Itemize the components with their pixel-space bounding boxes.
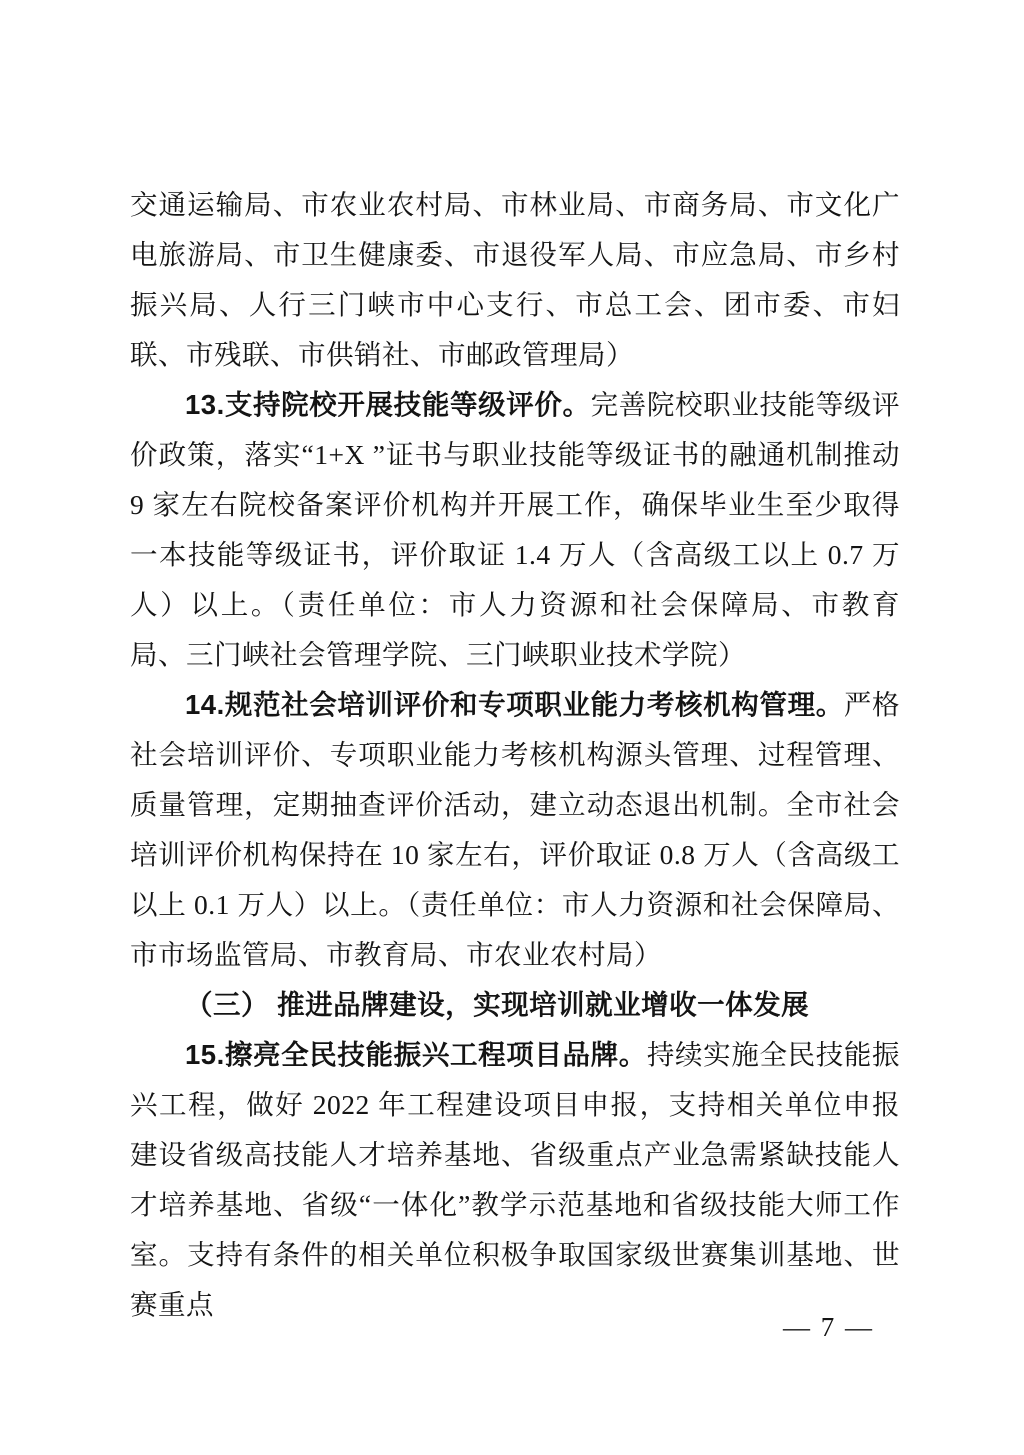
page-number: — 7 — — [783, 1312, 874, 1342]
item-15-body-text: 持续实施全民技能振兴工程，做好 2022 年工程建设项目申报，支持相关单位申报建设省级高技能人才培养基地、省级重点产业急需紧缺技能人才培养基地、省级“一体化”教学示范基地和省级技能大师工作室。支持有条件的相关单位积极争取国家级世赛集训基地、世赛重点 — [130, 1039, 900, 1320]
item-15-bold-title: 15.擦亮全民技能振兴工程项目品牌。 — [185, 1039, 647, 1070]
document-body — [130, 180, 900, 1330]
item-14-body-text: 严格社会培训评价、专项职业能力考核机构源头管理、过程管理、质量管理，定期抽查评价活动，建立动态退出机制。全市社会培训评价机构保持在 10 家左右，评价取证 0.8 万人（含高级工以上 0.1 万人）以上。（责任单位：市人力资源和社会保障局、市市场监管局、市教育局、市农业农村局） — [130, 689, 900, 970]
item-14-bold-title: 14.规范社会培训评价和专项职业能力考核机构管理。 — [185, 689, 844, 720]
item-13-body-text: 完善院校职业技能等级评价政策，落实“1+X ”证书与职业技能等级证书的融通机制推动 9 家左右院校备案评价机构并开展工作，确保毕业生至少取得一本技能等级证书，评价取证 1.4 万人（含高级工以上 0.7 万人）以上。（责任单位：市人力资源和社会保障局、市教育局、三门峡社会管理学院、三门峡职业技术学院） — [130, 389, 901, 670]
section-heading-three: （三） 推进品牌建设，实现培训就业增收一体发展 — [185, 989, 810, 1020]
paragraph-item-13 — [130, 380, 900, 680]
paragraph-item-14 — [130, 680, 900, 980]
paragraph-item-15 — [130, 1030, 900, 1330]
paragraph-continuation-responsible-units: 交通运输局、市农业农村局、市林业局、市商务局、市文化广电旅游局、市卫生健康委、市退役军人局、市应急局、市乡村振兴局、人行三门峡市中心支行、市总工会、团市委、市妇联、市残联、市供销社、市邮政管理局） — [130, 189, 900, 370]
item-13-bold-title: 13.支持院校开展技能等级评价。 — [185, 389, 591, 420]
